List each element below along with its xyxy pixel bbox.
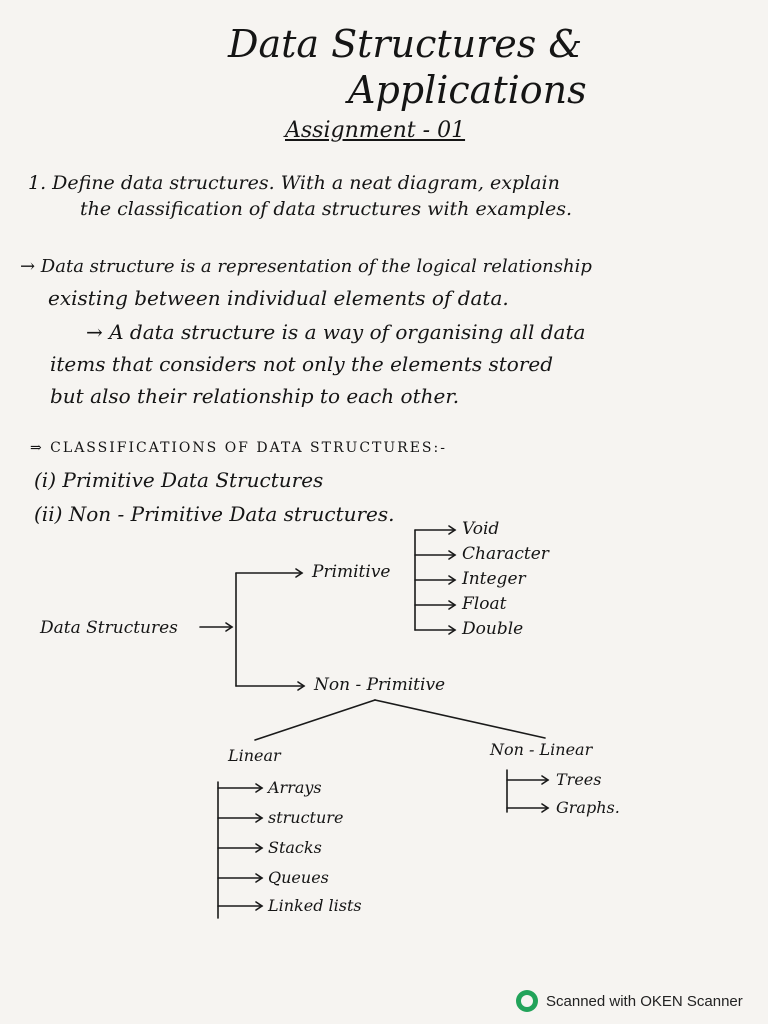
scanner-logo-icon (516, 990, 538, 1012)
classification-item-1: (i) Primitive Data Structures (34, 468, 324, 492)
answer-line1: → Data structure is a representation of the logical relationship (20, 256, 592, 277)
linear-item: Linked lists (268, 896, 362, 915)
assignment-heading: Assignment - 01 (285, 118, 466, 143)
linear-item: Arrays (268, 778, 322, 797)
non-linear-item: Graphs. (556, 798, 620, 817)
diagram-non-primitive: Non - Primitive (314, 675, 446, 695)
page-title-line2: Applications (348, 68, 587, 112)
answer-line5: but also their relationship to each other. (50, 384, 460, 408)
diagram-linear: Linear (228, 746, 281, 765)
linear-item: structure (268, 808, 344, 827)
non-linear-item: Trees (556, 770, 602, 789)
question-line1: 1. Define data structures. With a neat diagram, explain (28, 172, 560, 194)
classifications-heading: ⇒ CLASSIFICATIONS OF DATA STRUCTURES:- (30, 440, 447, 456)
answer-line4: items that considers not only the elements stored (50, 352, 554, 376)
primitive-item: Float (462, 594, 507, 614)
primitive-item: Void (462, 519, 500, 539)
primitive-item: Character (462, 544, 549, 564)
diagram-root: Data Structures (40, 618, 178, 638)
scanner-watermark (516, 990, 743, 1012)
answer-line3: → A data structure is a way of organising all data (86, 320, 586, 344)
primitive-item: Integer (462, 569, 526, 589)
linear-item: Stacks (268, 838, 322, 857)
classification-item-2: (ii) Non - Primitive Data structures. (34, 502, 395, 526)
answer-line2: existing between individual elements of data. (48, 286, 509, 310)
page-title-line1: Data Structures & (228, 22, 583, 66)
primitive-item: Double (462, 619, 524, 639)
diagram-non-linear: Non - Linear (490, 740, 593, 759)
scanner-text: Scanned with OKEN Scanner (546, 992, 743, 1010)
linear-item: Queues (268, 868, 329, 887)
diagram-primitive: Primitive (312, 562, 391, 582)
question-line2: the classification of data structures with examples. (80, 198, 573, 220)
